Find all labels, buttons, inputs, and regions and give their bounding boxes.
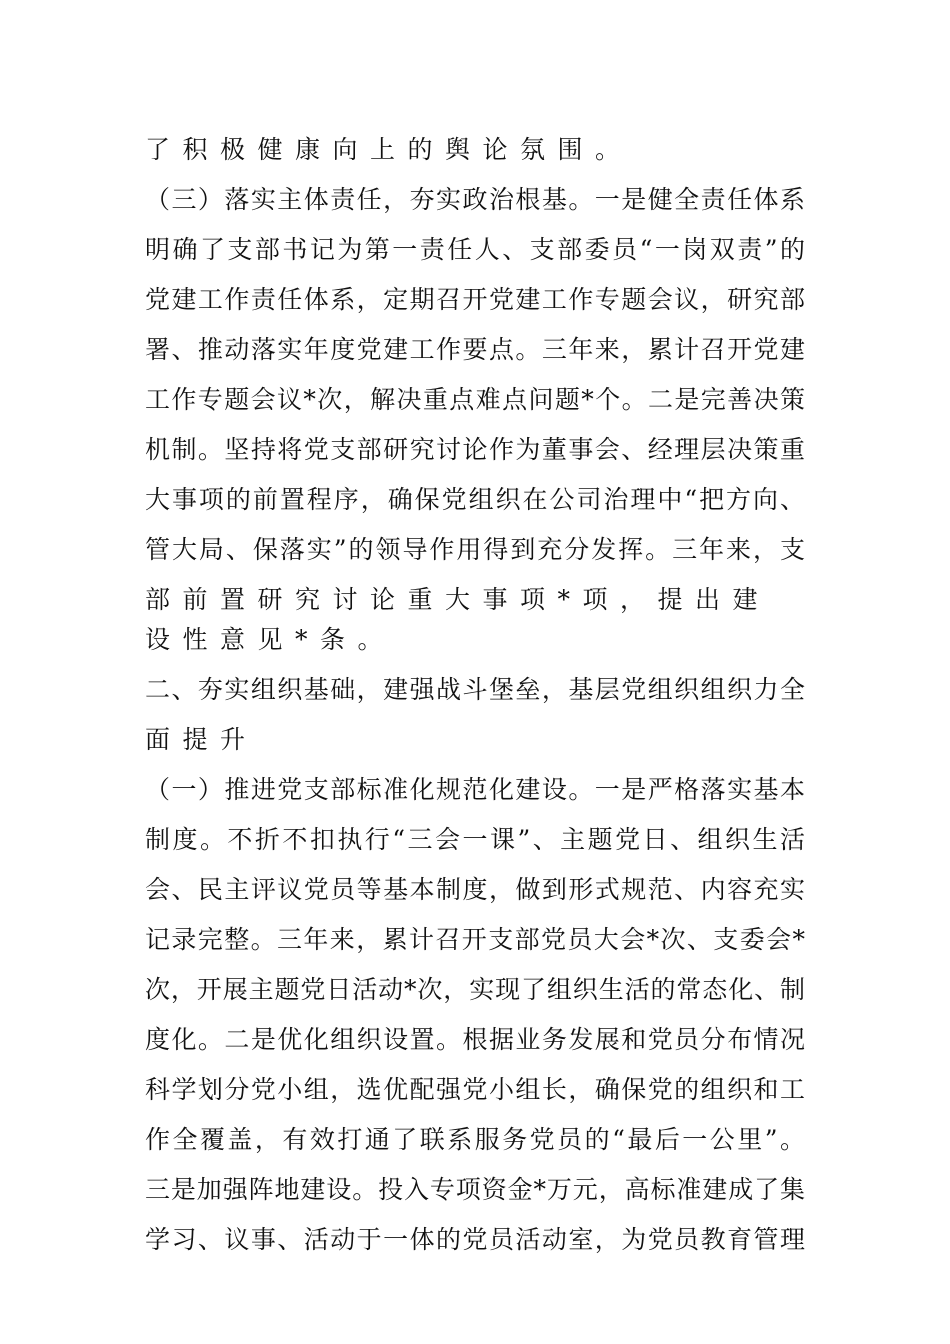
chapter-heading-line: 面提升 bbox=[145, 725, 258, 754]
paragraph-line: 作全覆盖，有效打通了联系服务党员的“最后一公里”。 bbox=[145, 1125, 805, 1154]
paragraph-line: 了积极健康向上的舆论氛围。 bbox=[145, 135, 633, 164]
paragraph-line: 部前置研究讨论重大事项*项，提出建设性意见*条。 bbox=[145, 585, 771, 654]
paragraph-line: 工作专题会议*次，解决重点难点问题*个。二是完善决策 bbox=[145, 385, 805, 414]
paragraph-line: 记录完整。三年来，累计召开支部党员大会*次、支委会* bbox=[145, 925, 805, 954]
paragraph-line: 学习、议事、活动于一体的党员活动室，为党员教育管理 bbox=[145, 1225, 805, 1254]
paragraph-line: 管大局、保落实”的领导作用得到充分发挥。三年来，支 bbox=[145, 535, 805, 564]
chapter-heading-line: 二、夯实组织基础，建强战斗堡垒，基层党组织组织力全 bbox=[145, 675, 805, 704]
paragraph-line: 科学划分党小组，选优配强党小组长，确保党的组织和工 bbox=[145, 1075, 805, 1104]
paragraph-line: 大事项的前置程序，确保党组织在公司治理中“把方向、 bbox=[145, 485, 805, 514]
section-heading-line: （一）推进党支部标准化规范化建设。一是严格落实基本 bbox=[145, 775, 805, 804]
paragraph-line: 会、民主评议党员等基本制度，做到形式规范、内容充实 bbox=[145, 875, 805, 904]
paragraph-line: 度化。二是优化组织设置。根据业务发展和党员分布情况 bbox=[145, 1025, 805, 1054]
section-heading-line: （三）落实主体责任，夯实政治根基。一是健全责任体系 bbox=[145, 185, 805, 214]
paragraph-line: 制度。不折不扣执行“三会一课”、主题党日、组织生活 bbox=[145, 825, 805, 854]
document-page bbox=[145, 130, 805, 1270]
paragraph-line: 次，开展主题党日活动*次，实现了组织生活的常态化、制 bbox=[145, 975, 805, 1004]
paragraph-line: 机制。坚持将党支部研究讨论作为董事会、经理层决策重 bbox=[145, 435, 805, 464]
paragraph-line: 党建工作责任体系，定期召开党建工作专题会议，研究部 bbox=[145, 285, 805, 314]
paragraph-line: 明确了支部书记为第一责任人、支部委员“一岗双责”的 bbox=[145, 235, 805, 264]
paragraph-line: 三是加强阵地建设。投入专项资金*万元，高标准建成了集 bbox=[145, 1175, 805, 1204]
paragraph-line: 署、推动落实年度党建工作要点。三年来，累计召开党建 bbox=[145, 335, 805, 364]
